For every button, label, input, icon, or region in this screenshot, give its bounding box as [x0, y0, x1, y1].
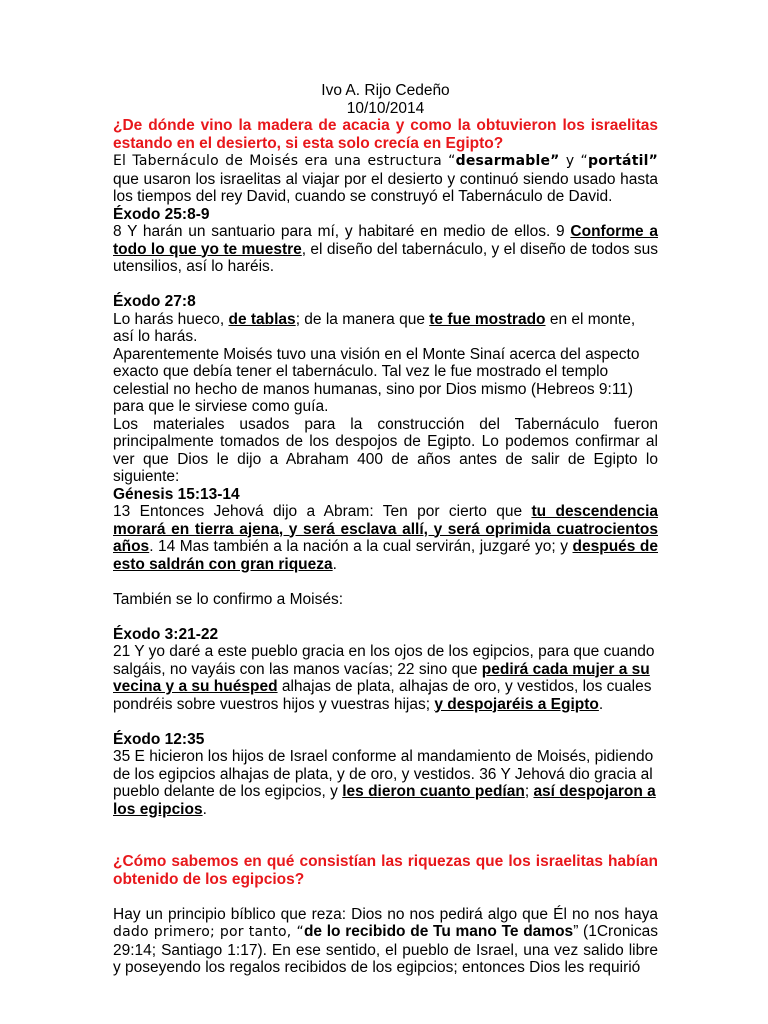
- desarmable-term: desarmable”: [455, 153, 560, 169]
- portatil-term: portátil”: [588, 153, 658, 169]
- verse-ref-exodo-3: Éxodo 3:21-22: [113, 625, 219, 643]
- paragraph-vision: Aparentemente Moisés tuvo una visión en el Monte Sinaí acerca del aspecto exacto que debía tener el tabernáculo. Tal vez le fue mostrado el templo celestial no hecho de manos humanas, sino por Dios mismo (Hebreos 9:11) para que le sirviese como guía.: [113, 345, 640, 415]
- verse-text-exodo-3: [113, 643, 658, 713]
- verse-text-genesis-15-a: 13 Entonces Jehová dijo a Abram: Ten por cierto que: [113, 503, 532, 520]
- emphasis-te-fue-mostrado: te fue mostrado: [429, 310, 546, 328]
- verse-text-exodo-27-c: ; de la manera que: [295, 310, 430, 328]
- verse-text-exodo-27-e: en el monte, así lo harás.: [113, 310, 636, 345]
- verse-text-exodo-25: [113, 223, 658, 276]
- verse-text-exodo-12: [113, 748, 658, 818]
- spacer: [113, 713, 658, 731]
- emphasis-de-tablas: de tablas: [228, 310, 296, 328]
- document-date: 10/10/2014: [346, 99, 425, 117]
- document-page: [113, 82, 658, 977]
- question-heading-2: ¿Cómo sabemos en qué consistían las riquezas que los israelitas habían obtenido de los egipcios?: [113, 853, 658, 888]
- verse-ref-exodo-27: Éxodo 27:8: [113, 293, 196, 310]
- spacer: [113, 836, 658, 854]
- question-heading-1: ¿De dónde vino la madera de acacia y como la obtuvieron los israelitas estando en el desierto, si esta solo crecía en Egipto?: [113, 117, 658, 152]
- verse-ref-exodo-12: Éxodo 12:35: [113, 730, 205, 748]
- verse-text-genesis-15: [113, 503, 658, 573]
- paragraph-principle-d: ” (1Cronicas 29:14; Santiago 1:17). En ese sentido, el pueblo de Israel, una vez salido libre y poseyendo los regalos recibidos de los egipcios; entonces Dios les requirió: [113, 923, 658, 976]
- paragraph-materials: Los materiales usados para la construcción del Tabernáculo fueron principalmente tomados de los despojos de Egipto. Lo podemos confirmar al ver que Dios le dijo a Abraham 400 de años antes de salir de Egipto lo siguiente:: [113, 415, 658, 485]
- emphasis-descendencia: tu descendencia morará en tierra ajena, y será esclava allí, y será oprimida cuatrocientos años: [113, 503, 658, 555]
- spacer: [113, 608, 658, 626]
- verse-ref-genesis-15: Génesis 15:13-14: [113, 485, 240, 503]
- spacer: [113, 276, 658, 294]
- emphasis-pedira: pedirá cada mujer a su vecina y a su huésped: [113, 660, 650, 695]
- emphasis-de-lo-recibido: de lo recibido de Tu mano Te damos: [303, 923, 574, 940]
- spacer: [113, 888, 658, 906]
- paragraph-tabernacle-text-e: que usaron los israelitas al viajar por el desierto y continuó siendo usado hasta los tiempos del rey David, cuando se construyó el Tabernáculo de David.: [113, 170, 658, 205]
- verse-ref-exodo-25: Éxodo 25:8-9: [113, 205, 210, 223]
- paragraph-tabernacle-text-c: y “: [559, 153, 589, 169]
- verse-text-genesis-15-c: . 14 Mas también a la nación a la cual servirán, juzgaré yo; y: [149, 538, 573, 555]
- verse-text-exodo-25-c: , el diseño del tabernáculo, y el diseño de todos sus utensilios, así lo haréis.: [113, 240, 658, 275]
- paragraph-tabernacle: [113, 152, 658, 206]
- verse-text-genesis-15-e: .: [332, 555, 337, 573]
- emphasis-les-dieron: les dieron cuanto pedían: [342, 783, 525, 800]
- verse-text-exodo-27-a: Lo harás hueco,: [113, 310, 229, 328]
- emphasis-gran-riqueza: después de esto saldrán con gran riqueza: [113, 538, 659, 573]
- verse-text-exodo-25-a: 8 Y harán un santuario para mí, y habitaré en medio de ellos. 9: [113, 223, 571, 240]
- verse-text-exodo-12-a: 35 E hicieron los hijos de Israel conforme al mandamiento de Moisés, pidiendo de los egipcios alhajas de plata, y de oro, y vestidos. 36 Y Jehová dio gracia al pueblo delante de los egipcios, y: [113, 748, 654, 800]
- emphasis-despojaron: así despojaron a los egipcios: [113, 783, 656, 818]
- paragraph-principle-b: dado primero; por tanto, “: [113, 924, 304, 940]
- paragraph-principle-a: Hay un principio bíblico que reza: Dios no nos pedirá algo que Él no nos haya: [113, 905, 658, 923]
- author-name: Ivo A. Rijo Cedeño: [321, 82, 450, 99]
- emphasis-despojareis: y despojaréis a Egipto: [434, 695, 599, 713]
- verse-text-exodo-12-e: .: [202, 800, 207, 818]
- paragraph-principle: [113, 906, 658, 977]
- emphasis-conforme: Conforme a todo lo que yo te muestre: [113, 223, 658, 258]
- verse-text-exodo-3-a: 21 Y yo daré a este pueblo gracia en los ojos de los egipcios, para que cuando salgáis, no vayáis con las manos vacías; 22 sino que: [113, 643, 655, 678]
- verse-text-exodo-12-c: ;: [524, 783, 534, 800]
- spacer: [113, 573, 658, 591]
- paragraph-confirm-moises: También se lo confirmo a Moisés:: [113, 590, 344, 608]
- verse-text-exodo-3-e: .: [598, 695, 604, 713]
- spacer: [113, 818, 658, 836]
- verse-text-exodo-3-c: alhajas de plata, alhajas de oro, y vestidos, los cuales pondréis sobre vuestros hijos y vuestras hijas;: [113, 678, 652, 713]
- paragraph-tabernacle-text-a: El Tabernáculo de Moisés era una estructura “: [113, 153, 456, 169]
- verse-text-exodo-27: [113, 311, 658, 346]
